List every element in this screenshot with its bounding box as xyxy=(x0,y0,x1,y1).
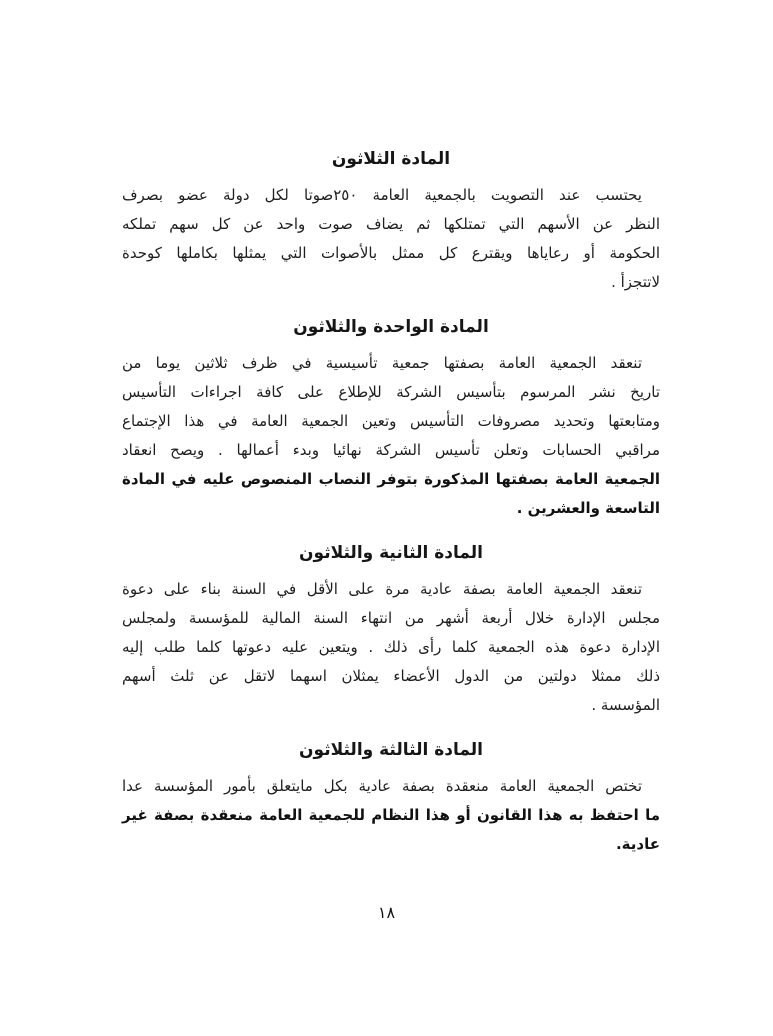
article-heading: المادة الواحدة والثلاثون xyxy=(293,317,489,337)
article-paragraph xyxy=(122,349,660,523)
text-line: النظر عن الأسهم التي تمتلكها ثم يضاف صوت واحد عن كل سهم تملكه xyxy=(122,215,660,233)
text-line: ما احتفظ به هذا القانون أو هذا النظام للجمعية العامة منعقدة بصفة غير عادية. xyxy=(122,806,660,853)
text-line: تختص الجمعية العامة منعقدة بصفة عادية بكل مايتعلق بأمور المؤسسة عدا xyxy=(122,777,642,795)
text-line: الجمعية العامة بصفتها المذكورة بتوفر النصاب المنصوص عليه في المادة xyxy=(122,470,660,488)
article-paragraph xyxy=(122,772,660,859)
article-heading: المادة الثلاثون xyxy=(331,149,451,169)
article-section xyxy=(122,540,660,720)
article-heading: المادة الثالثة والثلاثون xyxy=(299,740,483,760)
text-line: مجلس الإدارة خلال أربعة أشهر من انتهاء السنة المالية للمؤسسة ولمجلس xyxy=(122,609,660,627)
text-line: المؤسسة . xyxy=(591,696,660,714)
article-section xyxy=(122,314,660,523)
text-line: التاسعة والعشرين . xyxy=(516,499,660,517)
article-section xyxy=(122,737,660,859)
text-line: الحكومة أو رعاياها ويقترع كل ممثل بالأصوات التي يمثلها بكاملها كوحدة xyxy=(122,244,660,262)
text-line: الإدارة دعوة هذه الجمعية كلما رأى ذلك . ويتعين عليه دعوتها كلما طلب إليه xyxy=(122,638,660,656)
text-line: تنعقد الجمعية العامة بصفتها جمعية تأسيسية في ظرف ثلاثين يوما من xyxy=(122,354,642,372)
document-body xyxy=(122,146,660,876)
text-line: يحتسب عند التصويت بالجمعية العامة ٢٥٠صوتا لكل دولة عضو بصرف xyxy=(122,186,642,204)
text-line: تاريخ نشر المرسوم بتأسيس الشركة للإطلاع على كافة اجراءات التأسيس xyxy=(122,383,660,401)
text-line: مراقبي الحسابات وتعلن تأسيس الشركة نهائيا وبدء أعمالها . ويصح انعقاد xyxy=(122,441,660,459)
article-paragraph xyxy=(122,181,660,297)
article-paragraph xyxy=(122,575,660,720)
article-heading: المادة الثانية والثلاثون xyxy=(299,543,483,563)
text-line: تنعقد الجمعية العامة بصفة عادية مرة على الأقل في السنة بناء على دعوة xyxy=(122,580,642,598)
article-section xyxy=(122,146,660,297)
text-line: لاتتجزأ . xyxy=(611,273,660,291)
text-line: ومتابعتها وتحديد مصروفات التأسيس وتعين الجمعية العامة في هذا الإجتماع xyxy=(122,412,660,430)
page-number: ١٨ xyxy=(377,903,396,922)
text-line: ذلك ممثلا دولتين من الدول الأعضاء يمثلان اسهما لاتقل عن ثلث أسهم xyxy=(122,667,660,685)
